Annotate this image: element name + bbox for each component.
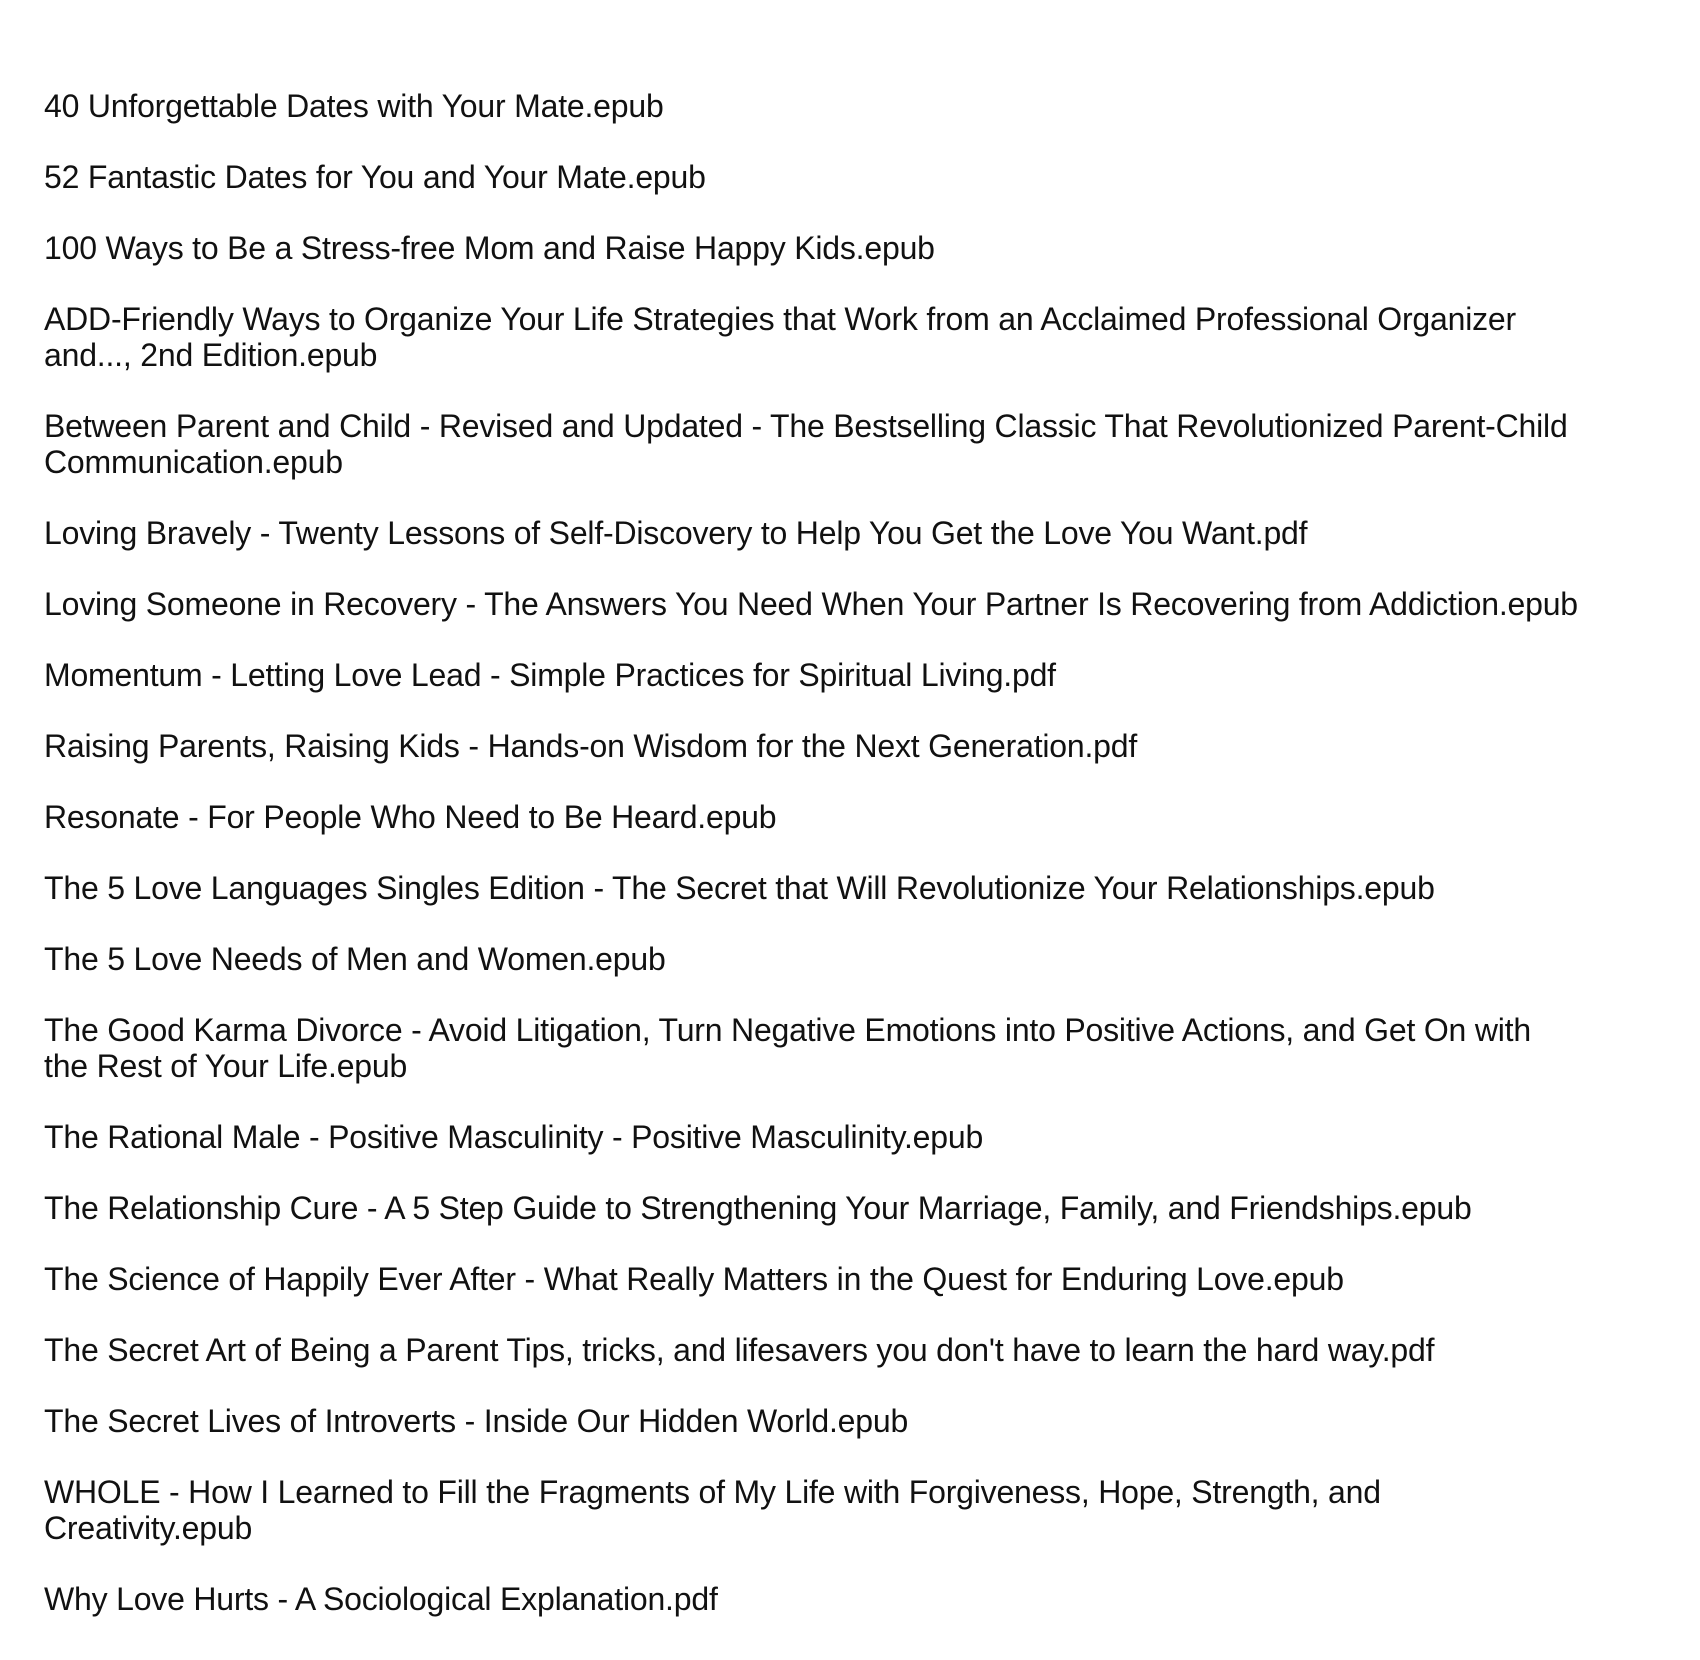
file-name-line: Why Love Hurts - A Sociological Explanation.pdf <box>44 1581 718 1617</box>
file-name-line: 52 Fantastic Dates for You and Your Mate.epub <box>44 159 706 195</box>
file-list-item <box>44 941 1684 977</box>
file-list-item <box>44 1403 1684 1439</box>
file-name-line: WHOLE - How I Learned to Fill the Fragments of My Life with Forgiveness, Hope, Strength, and <box>44 1474 1381 1510</box>
file-list-item <box>44 88 1684 124</box>
file-name-line: and..., 2nd Edition.epub <box>44 337 378 373</box>
file-list-item <box>44 1190 1684 1226</box>
file-name-line: The Secret Lives of Introverts - Inside Our Hidden World.epub <box>44 1403 909 1439</box>
file-list-item <box>44 1119 1684 1155</box>
file-name-line: The Rational Male - Positive Masculinity - Positive Masculinity.epub <box>44 1119 984 1155</box>
file-list-item <box>44 159 1684 195</box>
file-name-line: The Good Karma Divorce - Avoid Litigation, Turn Negative Emotions into Positive Actions, and Get On with <box>44 1012 1531 1048</box>
file-list <box>44 88 1684 1652</box>
file-name-line: Between Parent and Child - Revised and Updated - The Bestselling Classic That Revolutionized Parent-Child <box>44 408 1568 444</box>
file-name-line: Creativity.epub <box>44 1510 253 1546</box>
file-name-line: Momentum - Letting Love Lead - Simple Practices for Spiritual Living.pdf <box>44 657 1056 693</box>
file-list-item <box>44 657 1684 693</box>
file-name-line: 100 Ways to Be a Stress-free Mom and Raise Happy Kids.epub <box>44 230 935 266</box>
file-list-item <box>44 1261 1684 1297</box>
file-name-line: The Secret Art of Being a Parent Tips, tricks, and lifesavers you don't have to learn the hard way.pdf <box>44 1332 1435 1368</box>
file-list-item <box>44 870 1684 906</box>
file-list-item <box>44 515 1684 551</box>
file-list-item <box>44 230 1684 266</box>
file-list-item <box>44 1581 1684 1617</box>
file-name-line: the Rest of Your Life.epub <box>44 1048 408 1084</box>
file-name-line: Communication.epub <box>44 444 343 480</box>
file-name-line: The Relationship Cure - A 5 Step Guide to Strengthening Your Marriage, Family, and Friendships.epub <box>44 1190 1472 1226</box>
file-list-item <box>44 1474 1684 1546</box>
file-name-line: Raising Parents, Raising Kids - Hands-on Wisdom for the Next Generation.pdf <box>44 728 1138 764</box>
file-list-item <box>44 1012 1684 1084</box>
file-list-item <box>44 1332 1684 1368</box>
file-name-line: The Science of Happily Ever After - What Really Matters in the Quest for Enduring Love.epub <box>44 1261 1344 1297</box>
file-name-line: Loving Someone in Recovery - The Answers You Need When Your Partner Is Recovering from Addiction.epub <box>44 586 1578 622</box>
file-list-item <box>44 586 1684 622</box>
file-list-item <box>44 728 1684 764</box>
file-name-line: ADD-Friendly Ways to Organize Your Life Strategies that Work from an Acclaimed Professional Organizer <box>44 301 1516 337</box>
file-name-line: The 5 Love Languages Singles Edition - The Secret that Will Revolutionize Your Relationships.epub <box>44 870 1435 906</box>
file-name-line: Resonate - For People Who Need to Be Heard.epub <box>44 799 777 835</box>
file-name-line: Loving Bravely - Twenty Lessons of Self-Discovery to Help You Get the Love You Want.pdf <box>44 515 1308 551</box>
file-list-item <box>44 408 1684 480</box>
file-name-line: 40 Unforgettable Dates with Your Mate.epub <box>44 88 664 124</box>
file-list-item <box>44 301 1684 373</box>
file-name-line: The 5 Love Needs of Men and Women.epub <box>44 941 666 977</box>
file-list-item <box>44 799 1684 835</box>
